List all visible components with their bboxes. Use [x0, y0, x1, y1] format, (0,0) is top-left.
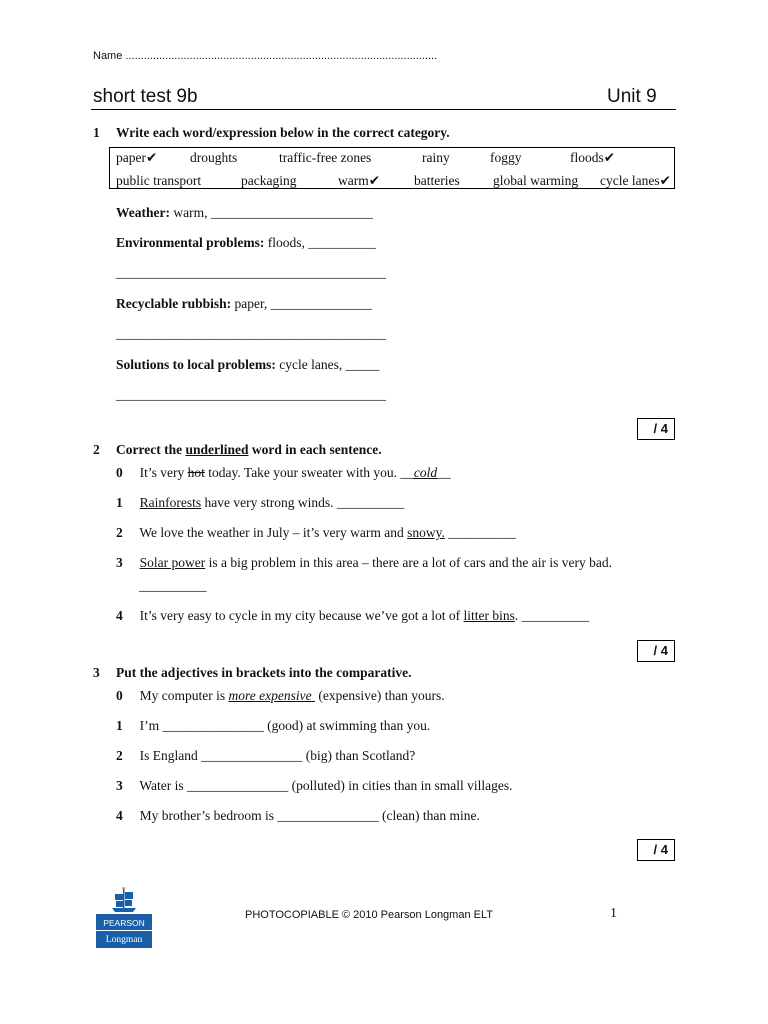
answer-blank[interactable]: __________: [521, 608, 590, 623]
name-label: Name: [93, 50, 123, 62]
q3-instruction: Put the adjectives in brackets into the comparative.: [116, 665, 412, 680]
copyright-notice: PHOTOCOPIABLE © 2010 Pearson Longman ELT: [245, 909, 493, 921]
unit-label: Unit 9: [607, 86, 657, 107]
test-title: short test 9b: [93, 86, 198, 107]
answer-blank[interactable]: _______________: [201, 748, 303, 763]
answer-blank[interactable]: __________: [308, 235, 376, 250]
q2-score-box: / 4: [637, 640, 675, 662]
example-answer: more expensive: [228, 688, 312, 703]
q1-score-box: / 4: [637, 418, 675, 440]
pearson-longman-logo: [96, 886, 152, 948]
q3-number: 3: [93, 665, 100, 680]
q3-item-1: 1 I’m _______________ (good) at swimming than you.: [116, 718, 431, 733]
word-item: droughts: [190, 150, 238, 165]
word-item: traffic-free zones: [279, 150, 372, 165]
q1-number: 1: [93, 125, 100, 140]
word-item: batteries: [414, 173, 460, 188]
word-item: paper✔: [116, 150, 158, 165]
answer-blank[interactable]: _____: [345, 357, 380, 372]
word-item: public transport: [116, 173, 202, 188]
category-recyclable-rubbish: Recyclable rubbish: paper, _______________: [116, 296, 372, 311]
answer-blank-line[interactable]: ________________________________________: [116, 326, 386, 341]
answer-blank[interactable]: __________: [448, 525, 516, 540]
answer-blank[interactable]: _______________: [277, 808, 379, 823]
word-item: floods✔: [570, 150, 616, 165]
header-divider: [91, 109, 676, 110]
answer-blank[interactable]: __________: [336, 495, 405, 510]
word-item: warm✔: [338, 173, 381, 188]
q2-instruction: Correct the underlined word in each sentence.: [116, 442, 382, 457]
example-answer: cold: [413, 465, 438, 480]
q3-item-3: 3 Water is _______________ (polluted) in cities than in small villages.: [116, 778, 513, 793]
q3-item-0: 0 My computer is more expensive (expensive) than yours.: [116, 688, 445, 703]
category-environmental-problems: Environmental problems: floods, __________: [116, 235, 376, 250]
q2-number: 2: [93, 442, 100, 457]
word-item: foggy: [490, 150, 522, 165]
word-item: global warming: [493, 173, 579, 188]
q2-item-0: 0 It’s very hot today. Take your sweater with you. __cold__: [116, 465, 451, 480]
q3-item-2: 2 Is England _______________ (big) than Scotland?: [116, 748, 416, 763]
svg-text:PEARSON: PEARSON: [103, 918, 145, 928]
page-number: 1: [610, 906, 617, 921]
word-item: rainy: [422, 150, 450, 165]
category-weather: Weather: warm, ________________________: [116, 205, 373, 220]
name-field: [93, 50, 437, 62]
q3-score-box: / 4: [637, 839, 675, 861]
svg-text:Longman: Longman: [105, 935, 143, 945]
q2-item-3: 3 Solar power is a big problem in this area – there are a lot of cars and the air is very bad.: [116, 555, 612, 570]
answer-blank-line[interactable]: ________________________________________: [116, 387, 386, 402]
q1-instruction: Write each word/expression below in the correct category.: [116, 125, 450, 140]
name-dotted-line: ......................................................................................................: [125, 50, 438, 62]
ship-icon: [96, 886, 152, 948]
category-solutions: Solutions to local problems: cycle lanes, _____: [116, 357, 380, 372]
word-item: cycle lanes✔: [600, 173, 671, 188]
answer-blank[interactable]: _______________: [162, 718, 264, 733]
q2-item-4: 4 It’s very easy to cycle in my city because we’ve got a lot of litter bins. __________: [116, 608, 590, 623]
word-box: [109, 147, 675, 189]
q2-item-1: 1 Rainforests have very strong winds. __________: [116, 495, 405, 510]
answer-blank[interactable]: ________________________: [210, 205, 373, 220]
answer-blank[interactable]: __________: [139, 578, 207, 593]
q2-item-2: 2 We love the weather in July – it’s very warm and snowy. __________: [116, 525, 516, 540]
answer-blank[interactable]: _______________: [270, 296, 372, 311]
q3-item-4: 4 My brother’s bedroom is _______________ (clean) than mine.: [116, 808, 480, 823]
answer-blank[interactable]: _______________: [187, 778, 289, 793]
word-item: packaging: [241, 173, 297, 188]
answer-blank-line[interactable]: ________________________________________: [116, 265, 386, 280]
